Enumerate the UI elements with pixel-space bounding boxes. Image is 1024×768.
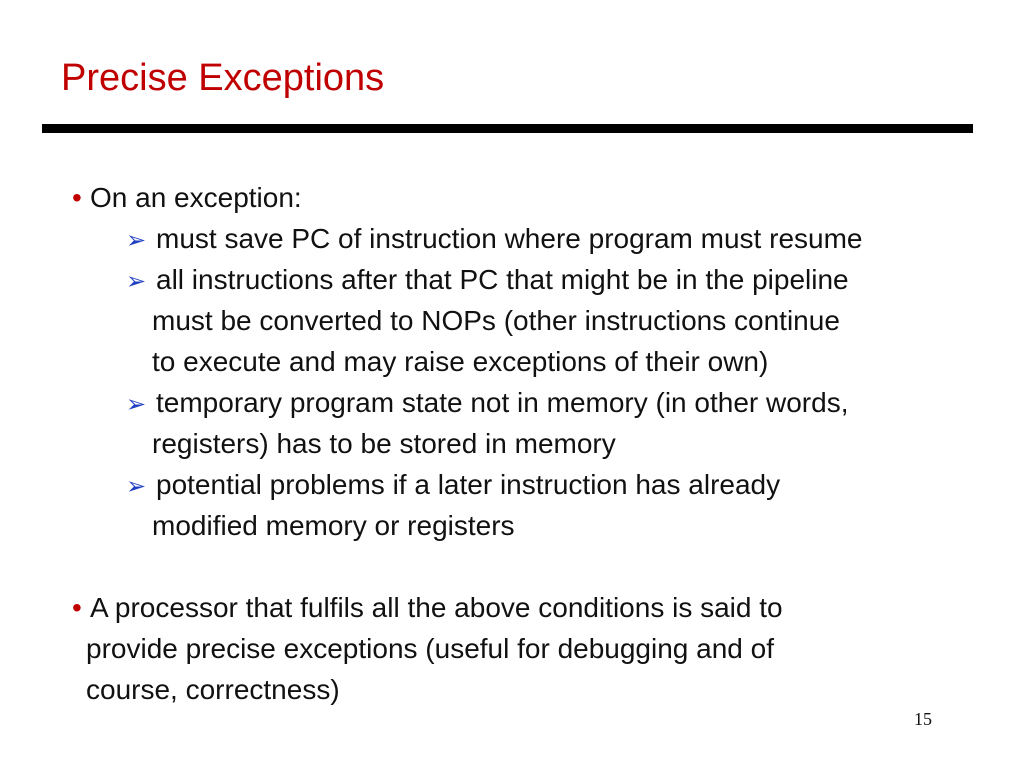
arrow-bullet-icon: ➢ (126, 473, 147, 500)
subitem-text: temporary program state not in memory (in other words, (156, 387, 849, 418)
subitem-continuation: to execute and may raise exceptions of their own) (152, 346, 769, 377)
bullet-continuation: course, correctness) (86, 674, 340, 705)
bullet-item-on-exception (72, 178, 302, 218)
subitem-text: all instructions after that PC that might be in the pipeline (156, 264, 849, 295)
bullet-text: On an exception: (90, 182, 302, 213)
subitem-continuation: must be converted to NOPs (other instructions continue (152, 305, 840, 336)
arrow-bullet-icon: ➢ (126, 227, 147, 254)
arrow-bullet-icon: ➢ (126, 391, 147, 418)
subitem-pipeline-instructions (126, 260, 849, 302)
title-divider (42, 124, 973, 133)
subitem-text: potential problems if a later instruction has already (156, 469, 781, 500)
bullet-item-precise-processor (72, 588, 783, 628)
subitem-continuation: modified memory or registers (152, 510, 515, 541)
slide-title: Precise Exceptions (61, 57, 385, 99)
subitem-save-pc (126, 219, 862, 261)
subitem-text: must save PC of instruction where program must resume (156, 223, 863, 254)
bullet-marker: • (72, 182, 82, 213)
subitem-temporary-state (126, 383, 848, 425)
bullet-continuation: provide precise exceptions (useful for debugging and of (86, 633, 774, 664)
bullet-marker: • (72, 592, 82, 623)
page-number: 15 (914, 709, 932, 729)
subitem-potential-problems (126, 465, 780, 507)
subitem-continuation: registers) has to be stored in memory (152, 428, 616, 459)
bullet-text: A processor that fulfils all the above conditions is said to (90, 592, 783, 623)
arrow-bullet-icon: ➢ (126, 268, 147, 295)
